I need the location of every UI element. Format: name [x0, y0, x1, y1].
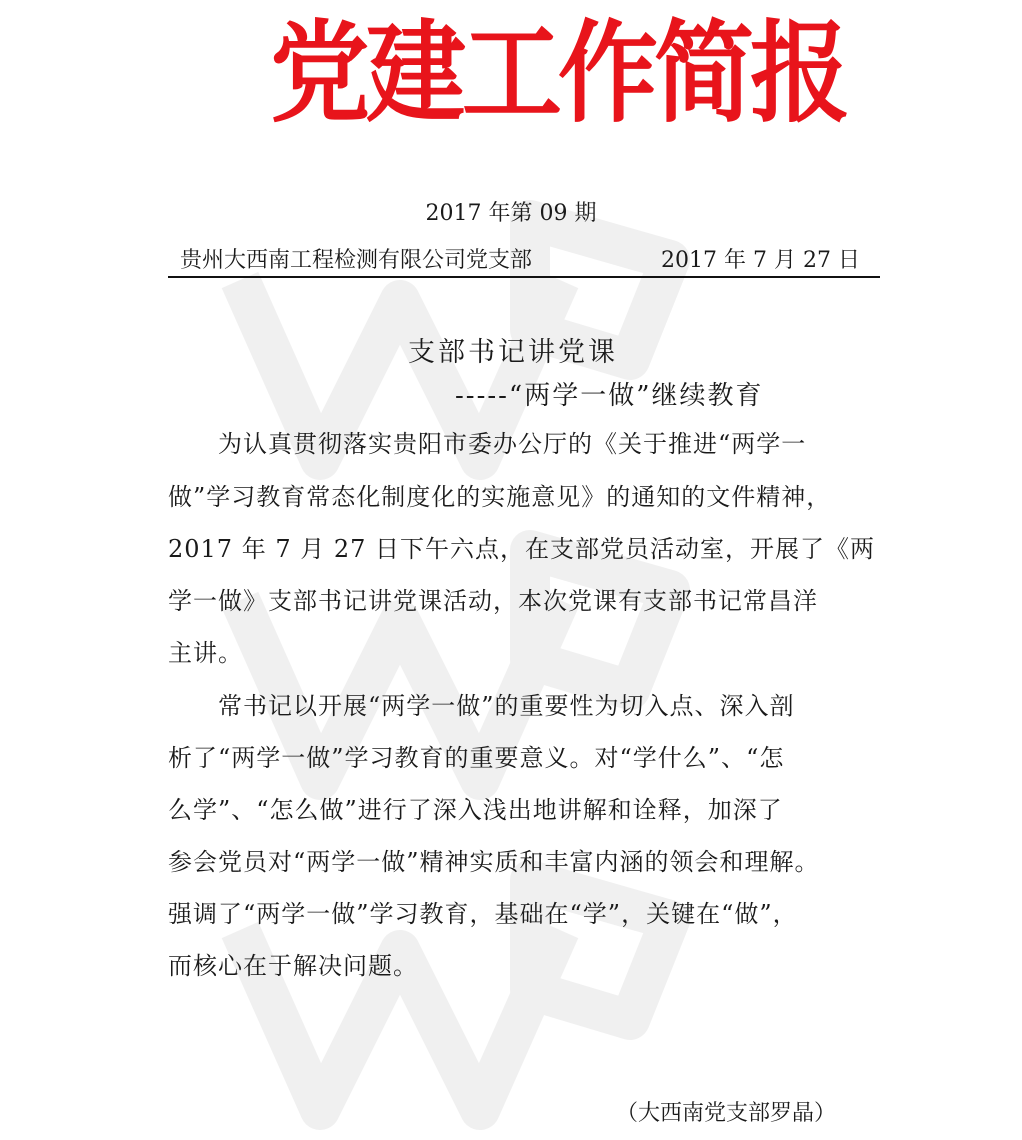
body-line: 么学”、“怎么做”进行了深入浅出地讲解和诠释，加深了 — [168, 796, 783, 824]
issue-number: 2017 年第 09 期 — [425, 201, 597, 226]
article-subtitle: -----“两学一做”继续教育 — [455, 381, 764, 411]
body-line: 做”学习教育常态化制度化的实施意见》的通知的文件精神， — [168, 483, 832, 511]
body-line: 强调了“两学一做”学习教育，基础在“学”，关键在“做”， — [168, 900, 798, 928]
organization-name: 贵州大西南工程检测有限公司党支部 — [180, 248, 533, 273]
body-line: 参会党员对“两学一做”精神实质和丰富内涵的领会和理解。 — [168, 848, 820, 876]
body-line: 常书记以开展“两学一做”的重要性为切入点、深入剖 — [218, 692, 795, 720]
watermark-logo — [200, 130, 800, 1140]
body-line: 为认真贯彻落实贵阳市委办公厅的《关于推进“两学一 — [218, 430, 807, 458]
body-line: 学一做》支部书记讲党课活动，本次党课有支部书记常昌洋 — [168, 587, 818, 615]
author-signature: （大西南党支部罗晶） — [616, 1101, 837, 1126]
article-title: 支部书记讲党课 — [408, 337, 618, 368]
body-line: 而核心在于解决问题。 — [168, 952, 418, 980]
publish-date: 2017 年 7 月 27 日 — [661, 248, 860, 273]
body-line: 主讲。 — [168, 639, 243, 667]
body-line: 2017 年 7 月 27 日下午六点，在支部党员活动室，开展了《两 — [168, 535, 876, 563]
header-divider — [168, 276, 880, 278]
body-line: 析了“两学一做”学习教育的重要意义。对“学什么”、“怎 — [168, 744, 785, 772]
masthead-title: 党建工作简报 — [270, 9, 846, 138]
